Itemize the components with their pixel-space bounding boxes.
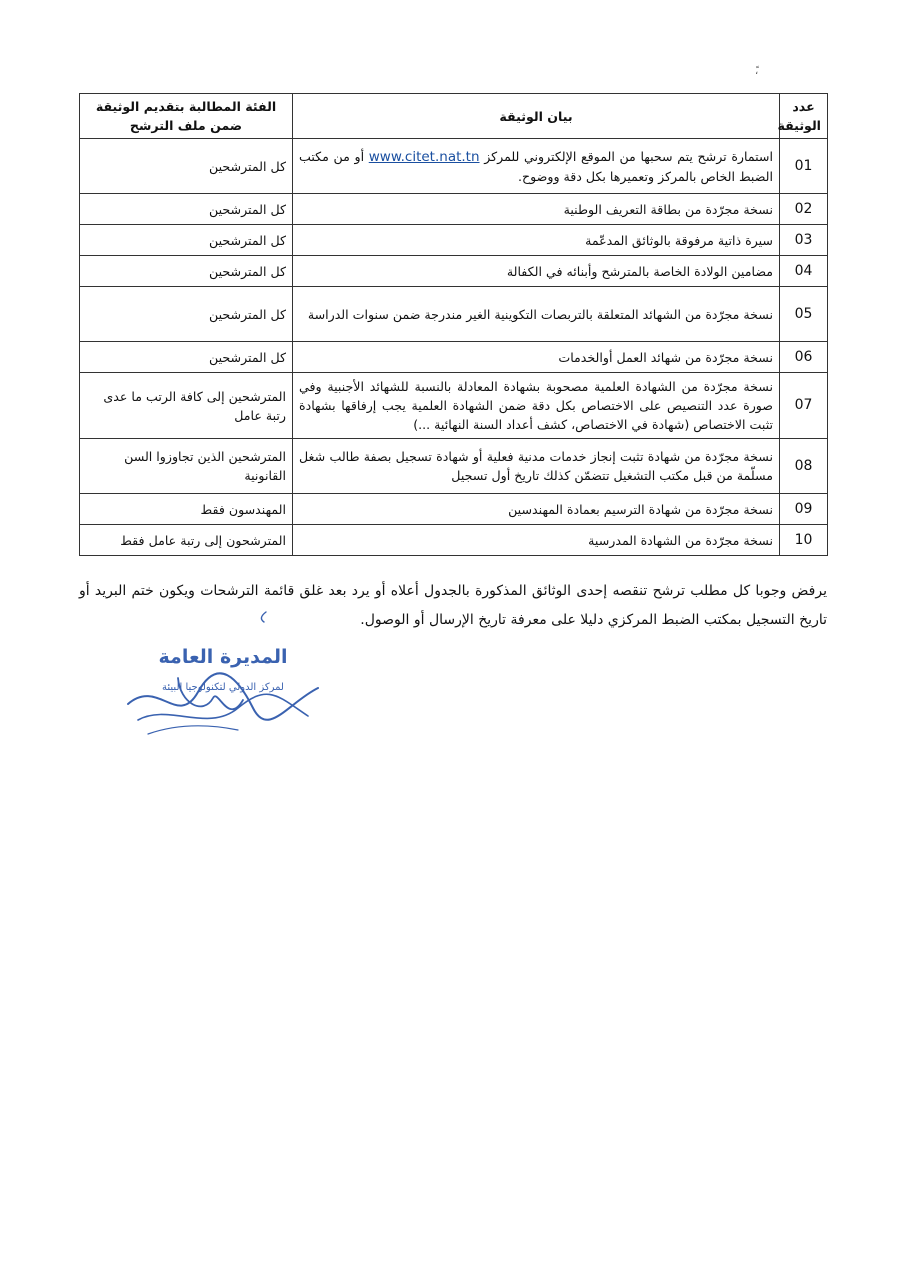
table-row — [80, 373, 828, 439]
row-number: 05 — [780, 287, 828, 342]
table-row — [80, 439, 828, 494]
row-description — [293, 139, 780, 194]
table-row — [80, 525, 828, 556]
row-number: 02 — [780, 194, 828, 225]
row-description: نسخة مجرّدة من شهادة تثبت إنجاز خدمات مدنية فعلية أو شهادة تسجيل بصفة طالب شغل مسلّمة من قبل مكتب التشغيل تتضمّن كذلك تاريخ أول تسجيل — [293, 439, 780, 494]
row-category: كل المترشحين — [80, 225, 293, 256]
row-description: نسخة مجرّدة من بطاقة التعريف الوطنية — [293, 194, 780, 225]
rejection-note: يرفض وجوبا كل مطلب ترشح تنقصه إحدى الوثائق المذكورة بالجدول أعلاه أو يرد بعد غلق قائمة الترشحات ويكون ختم البريد أو تاريخ التسجيل بمكتب الضبط المركزي دليلا على معرفة تاريخ الإرسال أو الوصول. — [79, 583, 827, 628]
table-row — [80, 194, 828, 225]
row-description-part: استمارة ترشح يتم سحبها من الموقع الإلكتروني للمركز — [484, 148, 773, 164]
table-row — [80, 287, 828, 342]
row-description: نسخة مجرّدة من شهادة الترسيم بعمادة المهندسين — [293, 494, 780, 525]
row-category: كل المترشحين — [80, 287, 293, 342]
table-row — [80, 225, 828, 256]
signature-stroke — [148, 726, 238, 734]
row-description: نسخة مجرّدة من الشهائد المتعلقة بالتربصات التكوينية الغير مندرجة ضمن سنوات الدراسة — [293, 287, 780, 342]
row-category: المهندسون فقط — [80, 494, 293, 525]
table-row — [80, 494, 828, 525]
website-link[interactable]: www.citet.nat.tn — [368, 148, 480, 165]
row-description-part: أو من مكتب الضبط الخاص بالمركز وتعميرها بكل دقة ووضوح. — [299, 148, 773, 184]
page-marks — [755, 66, 758, 77]
header-number: عدد الوثيقة — [780, 94, 828, 139]
header-description: بيان الوثيقة — [293, 94, 780, 139]
row-number: 10 — [780, 525, 828, 556]
header-category: الفئة المطالبة بتقديم الوثيقة ضمن ملف الترشح — [80, 94, 293, 139]
row-description: نسخة مجرّدة من الشهادة المدرسية — [293, 525, 780, 556]
row-description: نسخة مجرّدة من شهائد العمل أوالخدمات — [293, 342, 780, 373]
row-category: كل المترشحين — [80, 256, 293, 287]
row-description: نسخة مجرّدة من الشهادة العلمية مصحوبة بشهادة المعادلة بالنسبة للشهائد الأجنبية وفي صورة عدد التنصيص على الاختصاص بكل دقة ضمن الشهادة العلمية يجب إرفاقها بشهادة تثبت الاختصاص (شهادة في الاختصاص، كشف أعداد السنة النهائية ...) — [293, 373, 780, 439]
signature-stroke — [128, 673, 318, 719]
row-description: مضامين الولادة الخاصة بالمترشح وأبنائه في الكفالة — [293, 256, 780, 287]
signature-stroke — [138, 694, 308, 720]
row-category: المترشحين إلى كافة الرتب ما عدى رتبة عامل — [80, 373, 293, 439]
stamp-subtitle: لمركز الدولي لتكنولوجيا البيئة — [162, 682, 284, 693]
page-mark: ، — [755, 66, 759, 77]
row-number: 09 — [780, 494, 828, 525]
table-row — [80, 139, 828, 194]
row-number: 01 — [780, 139, 828, 194]
documents-table — [79, 93, 828, 556]
table-row — [80, 256, 828, 287]
row-category: كل المترشحين — [80, 194, 293, 225]
row-number: 03 — [780, 225, 828, 256]
row-number: 06 — [780, 342, 828, 373]
row-category: كل المترشحين — [80, 139, 293, 194]
stamp-title: المديرة العامة — [158, 646, 288, 668]
initials-mark — [261, 612, 266, 622]
row-number: 08 — [780, 439, 828, 494]
row-category: كل المترشحين — [80, 342, 293, 373]
row-number: 07 — [780, 373, 828, 439]
row-category: المترشحون إلى رتبة عامل فقط — [80, 525, 293, 556]
row-description: سيرة ذاتية مرفوقة بالوثائق المدعّمة — [293, 225, 780, 256]
table-header-row — [80, 94, 828, 139]
director-stamp-signature — [118, 608, 328, 748]
row-number: 04 — [780, 256, 828, 287]
table-row — [80, 342, 828, 373]
row-category: المترشحين الذين تجاوزوا السن القانونية — [80, 439, 293, 494]
